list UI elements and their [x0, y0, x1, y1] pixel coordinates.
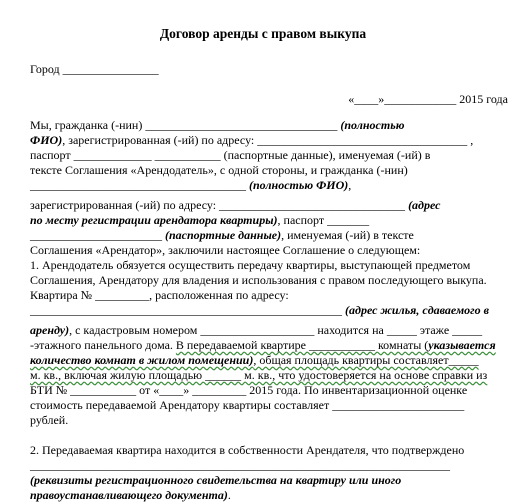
body-line: [30, 258, 470, 272]
text-run: паспорт _____________ ___________ (паспортные данные), именуемая (-ий) в: [30, 148, 431, 162]
body-line: [30, 243, 420, 257]
text-run: ФИО): [30, 133, 63, 147]
text-run: аренду): [30, 323, 70, 337]
text-run: м. кв., включая жилую площадью ______ м. кв., что удостоверяется на основе справки из: [30, 368, 488, 382]
text-run: (полностью ФИО): [249, 178, 349, 192]
body-line: [30, 398, 464, 412]
text-run: тексте Соглашения «Арендодатель», с одной стороны, и гражданка (-нин): [30, 163, 408, 177]
body-line: [30, 228, 414, 242]
body-line: [30, 273, 487, 287]
body-line: [30, 353, 479, 367]
text-run: (адрес жилья, сдаваемого в: [345, 303, 489, 317]
body-line: [30, 213, 369, 227]
body-line: [30, 163, 408, 177]
text-run: Квартира № _________, расположенная по адресу:: [30, 288, 289, 302]
text-run: количество комнат в жилом помещении): [30, 353, 254, 367]
text-run: ____________________________________: [30, 178, 249, 192]
text-run: (: [30, 473, 34, 487]
text-run: .: [227, 488, 231, 502]
text-run: Мы, гражданка (-нин) ________________________________: [30, 118, 341, 132]
body-line: [30, 178, 351, 192]
text-run: Соглашения «Арендатор», заключили настоящее Соглашение о следующем:: [30, 243, 421, 257]
text-run: ____________________________________________________: [30, 303, 345, 317]
body-line: [30, 288, 289, 302]
body-line: [30, 458, 450, 472]
text-run: стоимость передаваемой Арендатору квартиры составляет ______________________: [30, 398, 465, 412]
body-line: [30, 443, 464, 457]
text-run: ,: [348, 178, 352, 192]
text-run: правоустанавливающего документа): [30, 488, 228, 502]
body-line: [30, 413, 68, 427]
text-run: указывается: [428, 338, 496, 352]
body-line: [30, 133, 473, 147]
body-line: [30, 368, 487, 382]
text-run: (полностью: [340, 118, 405, 132]
text-run: , паспорт _______: [277, 213, 370, 227]
text-run: Соглашения, Арендатору для владения и использования с правом последующего выкупа.: [30, 273, 487, 287]
body-line: [30, 198, 441, 212]
text-run: 1. Арендодатель обязуется осуществить передачу квартиры, выступающей предметом: [30, 258, 471, 272]
text-run: , зарегистрированная (-ий) по адресу: ___________________________________ ,: [62, 133, 474, 147]
text-run: БТИ № ___________ от «____» _________ 2015 года. По инвентаризационной оценке: [30, 383, 468, 397]
text-run: по месту регистрации арендатора квартиры): [30, 213, 278, 227]
body-line: [30, 488, 231, 502]
body-line: [30, 323, 482, 337]
text-run: зарегистрированная (-ий) по адресу: _______________________________: [30, 198, 409, 212]
date-line: «____»____________ 2015 года: [348, 92, 508, 106]
body-line: [30, 303, 489, 317]
body-line: [30, 338, 496, 352]
text-run: , общая площадь квартиры составляет_____: [253, 353, 479, 367]
text-run: -этажного панельного дома.: [30, 338, 176, 352]
body-line: [30, 118, 404, 132]
text-run: , именуемая (-ий) в тексте: [281, 228, 414, 242]
text-run: (паспортные данные): [165, 228, 282, 242]
text-run: рублей.: [30, 413, 69, 427]
body-line: [30, 473, 401, 487]
text-run: ______________________________________________________________________: [30, 458, 450, 472]
text-run: В передаваемой квартире ___________ комнаты (: [175, 338, 429, 352]
text-run: реквизиты регистрационного свидетельства на квартиру или иного: [34, 473, 402, 487]
text-run: , с кадастровым номером ___________________ находится на _____ этаже _____: [69, 323, 483, 337]
city-line: Город ________________: [30, 62, 159, 76]
text-run: 2. Передаваемая квартира находится в собственности Арендателя, что подтверждено: [30, 443, 465, 457]
body-line: [30, 148, 430, 162]
document-title: Договор аренды с правом выкупа: [159, 26, 367, 41]
text-run: (адрес: [408, 198, 441, 212]
body-line: [30, 383, 467, 397]
text-run: ______________________: [30, 228, 165, 242]
